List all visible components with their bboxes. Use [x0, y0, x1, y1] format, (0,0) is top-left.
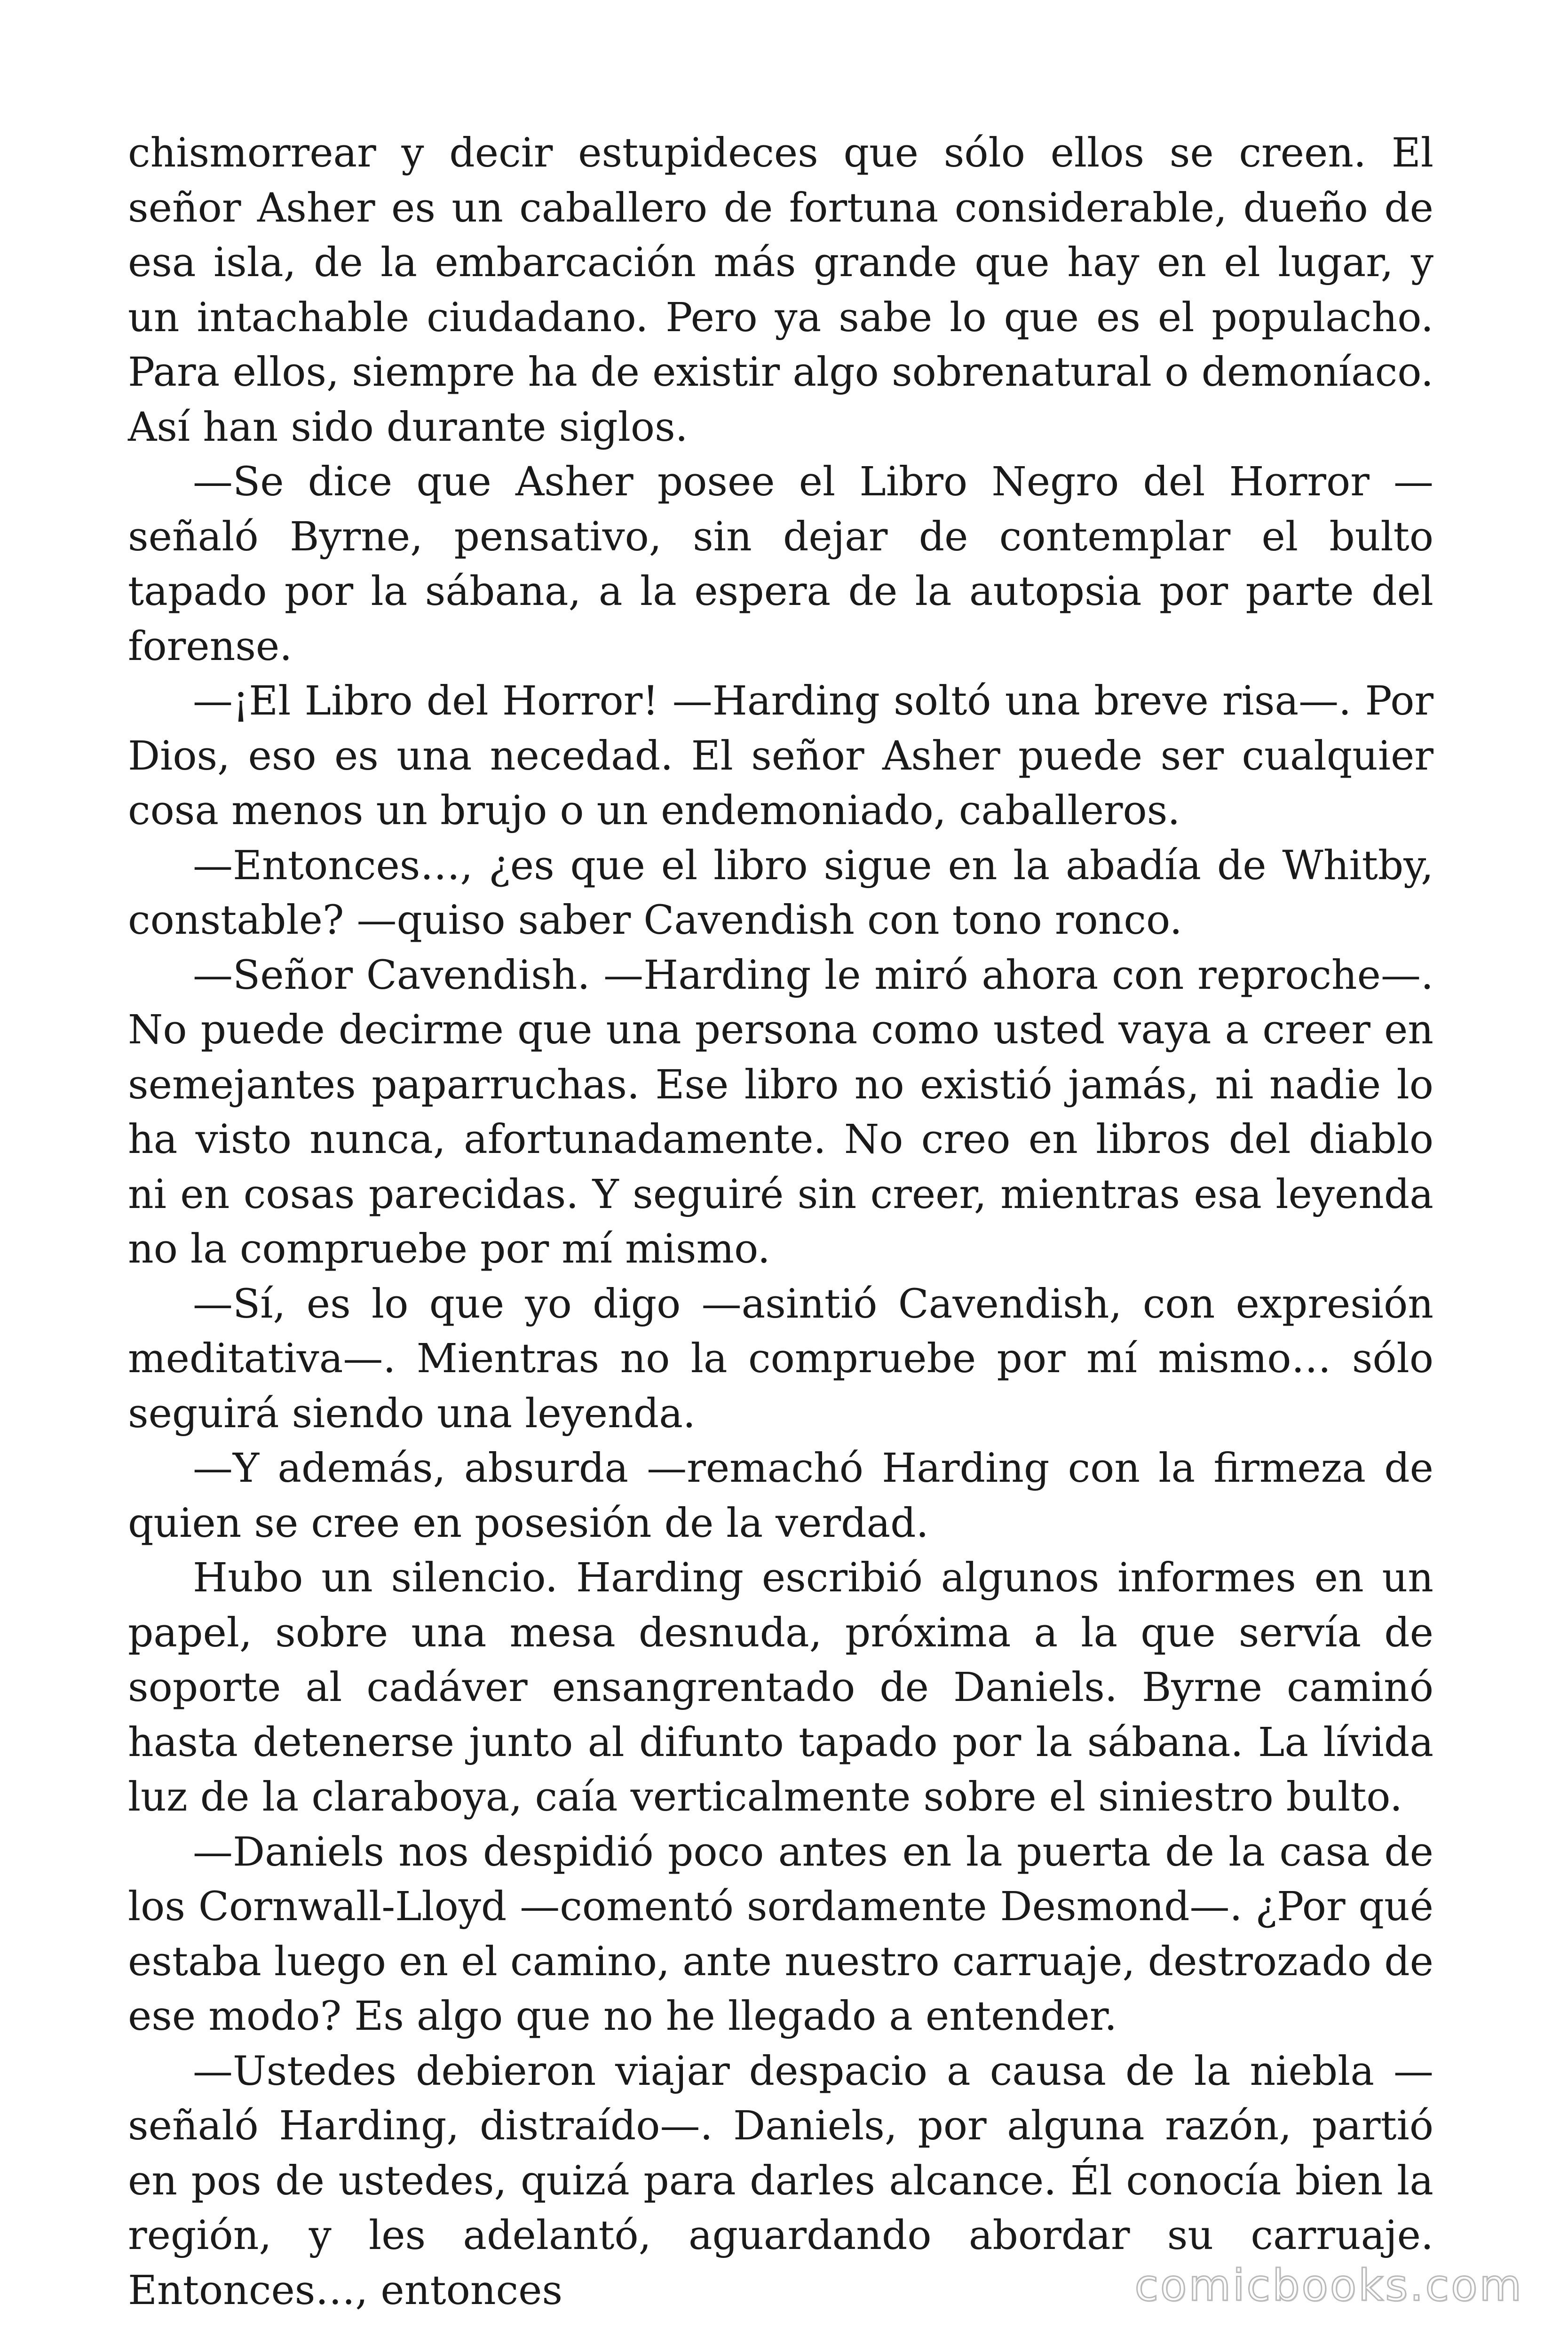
paragraph: —Y además, absurda —remachó Harding con la firmeza de quien se cree en posesión de la verdad.	[128, 1445, 1433, 1547]
paragraph: —Sí, es lo que yo digo —asintió Cavendish, con expresión meditativa—. Mientras no la compruebe por mí mismo… sólo seguirá siendo una leyenda.	[128, 1280, 1433, 1437]
paragraph: —Entonces…, ¿es que el libro sigue en la abadía de Whitby, constable? —quiso saber Cavendish con tono ronco.	[128, 842, 1433, 944]
body-text	[128, 126, 1433, 2318]
paragraph: —Daniels nos despidió poco antes en la puerta de la casa de los Cornwall-Lloyd —comentó sordamente Desmond—. ¿Por qué estaba luego en el camino, ante nuestro carruaje, destrozado de ese modo? Es algo que no he llegado a entender.	[128, 1828, 1433, 2040]
paragraph: —Ustedes debieron viajar despacio a causa de la niebla —señaló Harding, distraído—. Daniels, por alguna razón, partió en pos de ustedes, quizá para darles alcance. Él conocía bien la región, y les adelantó, aguardando abordar su carruaje. Entonces…, entonces	[128, 2048, 1433, 2314]
paragraph: Hubo un silencio. Harding escribió algunos informes en un papel, sobre una mesa desnuda, próxima a la que servía de soporte al cadáver ensangrentado de Daniels. Byrne caminó hasta detenerse junto al difunto tapado por la sábana. La lívida luz de la claraboya, caía verticalmente sobre el siniestro bulto.	[128, 1555, 1433, 1820]
paragraph: —Señor Cavendish. —Harding le miró ahora con reproche—. No puede decirme que una persona como usted vaya a creer en semejantes paparruchas. Ese libro no existió jamás, ni nadie lo ha visto nunca, afortunadamente. No creo en libros del diablo ni en cosas parecidas. Y seguiré sin creer, mientras esa leyenda no la compruebe por mí mismo.	[128, 952, 1433, 1272]
paragraph: —Se dice que Asher posee el Libro Negro del Horror —señaló Byrne, pensativo, sin dejar de contemplar el bulto tapado por la sábana, a la espera de la autopsia por parte del forense.	[128, 459, 1433, 670]
paragraph: chismorrear y decir estupideces que sólo ellos se creen. El señor Asher es un caballero de fortuna considerable, dueño de esa isla, de la embarcación más grande que hay en el lugar, y un intachable ciudadano. Pero ya sabe lo que es el populacho. Para ellos, siempre ha de existir algo sobrenatural o demoníaco. Así han sido durante siglos.	[128, 130, 1433, 451]
paragraph: —¡El Libro del Horror! —Harding soltó una breve risa—. Por Dios, eso es una necedad. El señor Asher puede ser cualquier cosa menos un brujo o un endemoniado, caballeros.	[128, 678, 1433, 834]
watermark: comicbooks.com	[1134, 2260, 1523, 2311]
